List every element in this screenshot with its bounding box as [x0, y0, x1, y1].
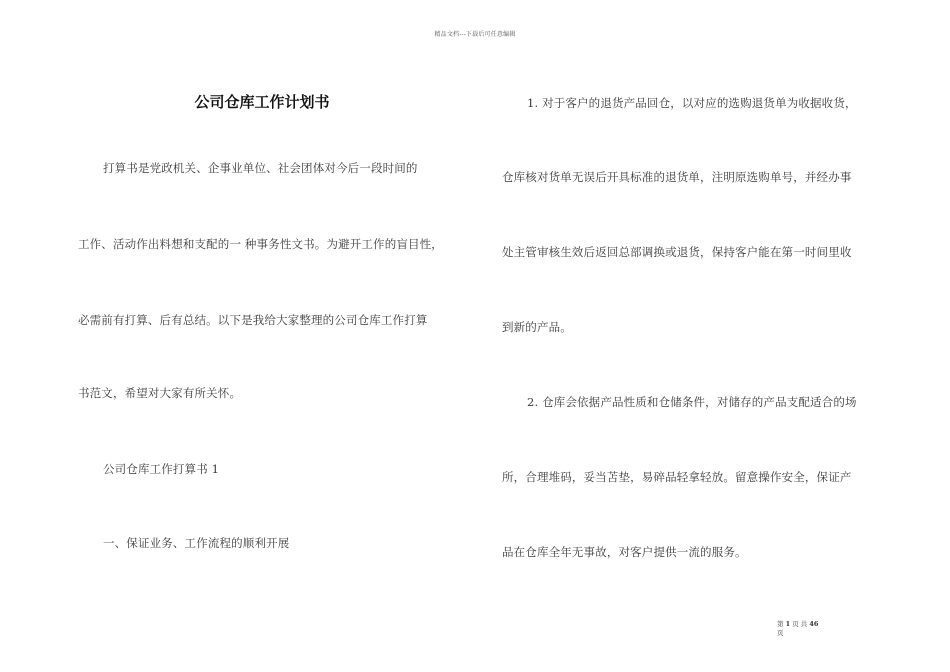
right-paragraph-line: 所，合理堆码，妥当苫垫，易碎品轻拿轻放。留意操作安全，保证产	[502, 470, 852, 484]
page-footer	[777, 620, 818, 638]
footer-total-pages: 46	[809, 620, 819, 628]
right-paragraph-line: 仓库核对货单无误后开具标准的退货单，注明原选购单号，并经办事	[502, 170, 852, 184]
section-heading: 公司仓库工作打算书 1	[103, 462, 220, 476]
left-paragraph-line: 工作、活动作出料想和支配的一 种事务性文书。为避开工作的盲目性，	[78, 237, 443, 251]
subsection-heading: 一、保证业务、工作流程的顺利开展	[103, 536, 290, 550]
header-note: 精品文档---下载后可任意编辑	[434, 31, 516, 38]
right-paragraph-line: 2. 仓库会依据产品性质和仓储条件，对储存的产品支配适合的场	[527, 395, 857, 409]
right-paragraph-line: 处主管审核生效后返回总部调换或退货，保持客户能在第一时间里收	[502, 245, 852, 259]
left-paragraph-line: 必需前有打算、后有总结。以下是我给大家整理的公司仓库工作打算	[78, 313, 428, 327]
footer-suffix: 页	[777, 629, 784, 637]
right-paragraph-line: 1. 对于客户的退货产品回仓，以对应的选购退货单为收据收货，	[527, 96, 857, 110]
left-paragraph-line: 打算书是党政机关、企事业单位、社会团体对今后一段时间的	[103, 161, 418, 175]
footer-page-number: 1	[785, 620, 791, 628]
right-paragraph-line: 品在仓库全年无事故，对客户提供一流的服务。	[502, 545, 747, 559]
footer-middle: 页 共	[792, 620, 808, 628]
right-paragraph-line: 到新的产品。	[502, 320, 572, 334]
footer-prefix: 第	[777, 620, 784, 628]
left-paragraph-line: 书范文，希望对大家有所关怀。	[78, 386, 242, 400]
document-title: 公司仓库工作计划书	[194, 93, 330, 111]
